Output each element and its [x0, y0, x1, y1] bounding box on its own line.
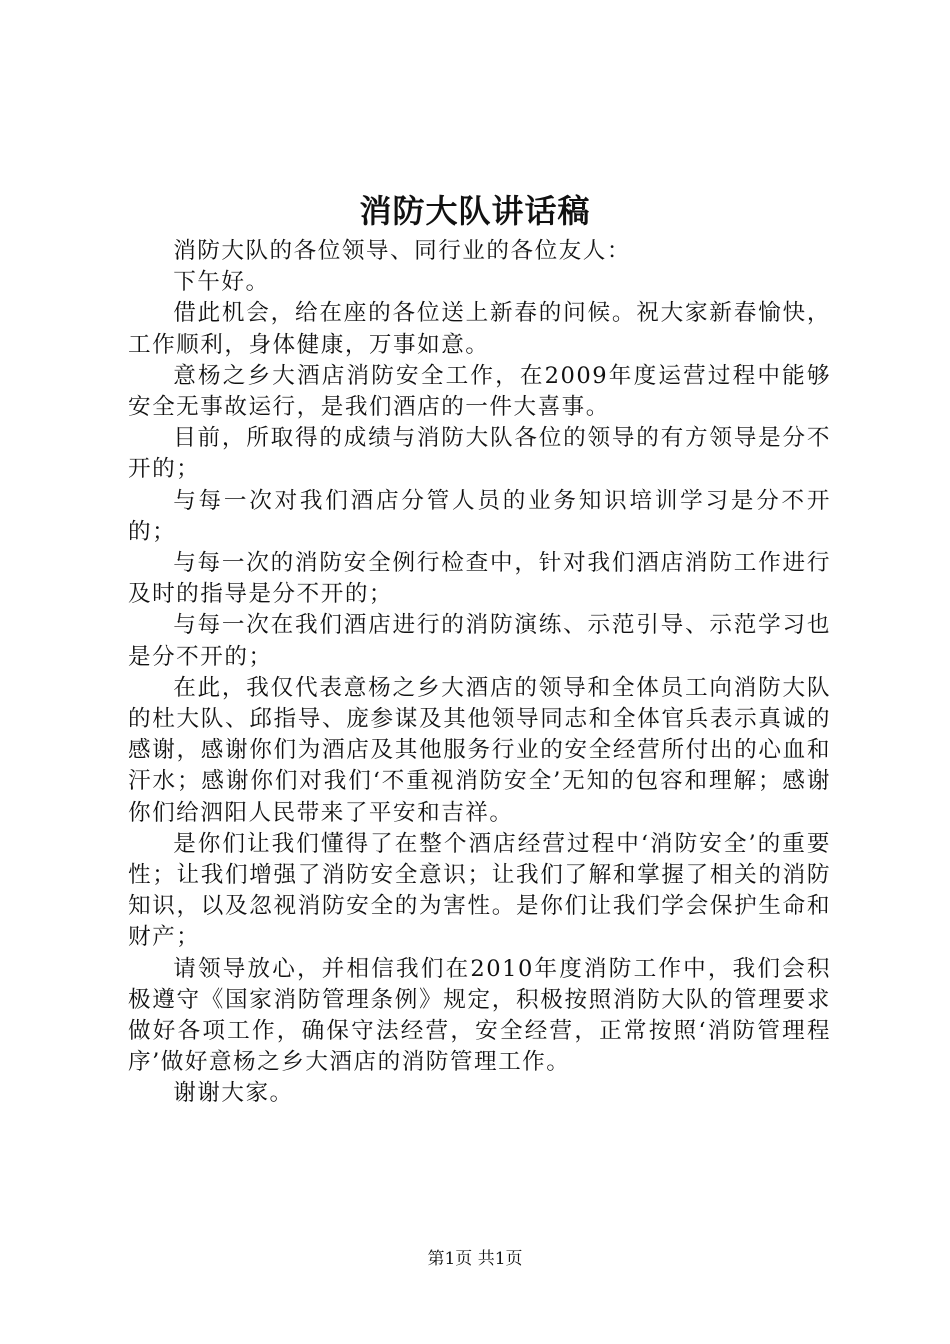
page-number-footer: 第1页 共1页	[427, 1249, 523, 1269]
document-title: 消防大队讲话稿	[359, 192, 591, 230]
paragraph-greeting: 下午好。	[173, 269, 270, 296]
paragraph-salutation: 消防大队的各位领导、同行业的各位友人：	[173, 238, 631, 264]
paragraph: 与每一次的消防安全例行检查中，针对我们酒店消防工作进行及时的指导是分不开的；	[128, 550, 831, 608]
paragraph: 与每一次在我们酒店进行的消防演练、示范引导、示范学习也是分不开的；	[128, 612, 831, 670]
paragraph: 与每一次对我们酒店分管人员的业务知识培训学习是分不开的；	[128, 487, 831, 545]
paragraph: 在此，我仅代表意杨之乡大酒店的领导和全体员工向消防大队的杜大队、邱指导、庞参谋及其他领导同志和全体官兵表示真诚的感谢，感谢你们为酒店及其他服务行业的安全经营所付出的心血和汗水；感谢你们对我们‘不重视消防安全’无知的包容和理解；感谢你们给泗阳人民带来了平安和吉祥。	[128, 674, 831, 826]
paragraph: 借此机会，给在座的各位送上新春的问候。祝大家新春愉快，工作顺利，身体健康，万事如意。	[128, 300, 831, 358]
paragraph-closing: 谢谢大家。	[173, 1080, 294, 1107]
document-body	[128, 236, 831, 1110]
paragraph: 请领导放心，并相信我们在2010年度消防工作中，我们会积极遵守《国家消防管理条例》规定，积极按照消防大队的管理要求做好各项工作，确保守法经营，安全经营，正常按照‘消防管理程序’做好意杨之乡大酒店的消防管理工作。	[128, 955, 831, 1076]
paragraph: 意杨之乡大酒店消防安全工作，在2009年度运营过程中能够安全无事故运行，是我们酒店的一件大喜事。	[128, 362, 831, 421]
paragraph: 目前，所取得的成绩与消防大队各位的领导的有方领导是分不开的；	[128, 425, 831, 483]
paragraph: 是你们让我们懂得了在整个酒店经营过程中‘消防安全’的重要性；让我们增强了消防安全意识；让我们了解和掌握了相关的消防知识，以及忽视消防安全的为害性。是你们让我们学会保护生命和财产；	[128, 830, 831, 951]
